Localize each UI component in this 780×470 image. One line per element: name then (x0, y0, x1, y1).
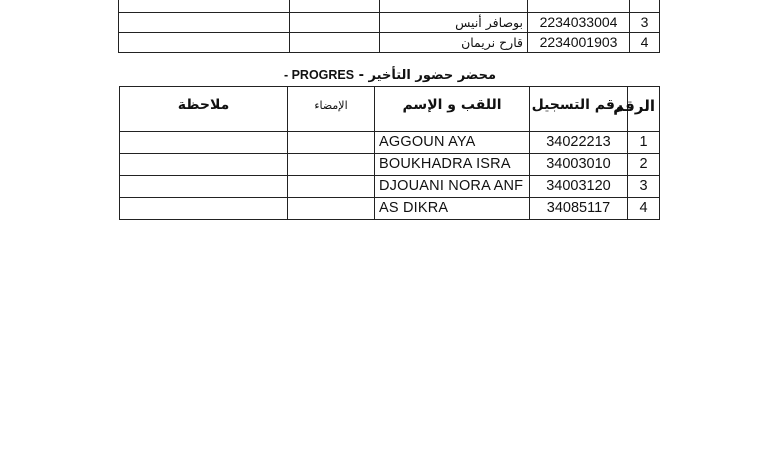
column-header-registration: رقم التسجيل (530, 87, 628, 132)
table-row (120, 132, 660, 154)
note-cell (120, 198, 288, 220)
column-header-name: اللقب و الإسم (375, 87, 530, 132)
table-row (119, 0, 660, 13)
section-title-latin: PROGRES - (283, 68, 355, 82)
late-attendance-table (119, 86, 660, 220)
student-name: AGGOUN AYA (375, 132, 530, 154)
table-row (120, 176, 660, 198)
signature-cell (288, 198, 375, 220)
registration-number: 2234033004 (528, 13, 630, 33)
registration-number (528, 0, 630, 13)
student-name (380, 0, 528, 13)
signature-cell (288, 132, 375, 154)
signature-cell (288, 176, 375, 198)
signature-cell (290, 13, 380, 33)
registration-number: 34022213 (530, 132, 628, 154)
section-title-arabic: محضر حضور التأخير - (358, 68, 497, 83)
row-number: 4 (630, 33, 660, 53)
student-name: AS DIKRA (375, 198, 530, 220)
column-header-note: ملاحظة (120, 87, 288, 132)
row-number: 4 (628, 198, 660, 220)
registration-number: 34003010 (530, 154, 628, 176)
registration-number: 2234001903 (528, 33, 630, 53)
note-cell (119, 33, 290, 53)
signature-cell (288, 154, 375, 176)
registration-number: 34003120 (530, 176, 628, 198)
table-header-row (120, 87, 660, 132)
student-name: بوصافر أنيس (380, 13, 528, 33)
section-title (120, 65, 660, 86)
row-number (630, 0, 660, 13)
signature-cell (290, 33, 380, 53)
note-cell (120, 154, 288, 176)
table-row (120, 198, 660, 220)
note-cell (119, 0, 290, 13)
row-number: 1 (628, 132, 660, 154)
table-row (119, 33, 660, 53)
column-header-signature: الإمضاء (288, 87, 375, 132)
row-number: 3 (628, 176, 660, 198)
table-row (120, 154, 660, 176)
note-cell (119, 13, 290, 33)
student-name: قارح نريمان (380, 33, 528, 53)
row-number: 3 (630, 13, 660, 33)
row-number: 2 (628, 154, 660, 176)
note-cell (120, 176, 288, 198)
previous-attendance-table (118, 0, 660, 53)
registration-number: 34085117 (530, 198, 628, 220)
signature-cell (290, 0, 380, 13)
note-cell (120, 132, 288, 154)
student-name: DJOUANI NORA ANF (375, 176, 530, 198)
student-name: BOUKHADRA ISRA (375, 154, 530, 176)
table-row (119, 13, 660, 33)
column-header-number: الرقم (628, 87, 660, 132)
